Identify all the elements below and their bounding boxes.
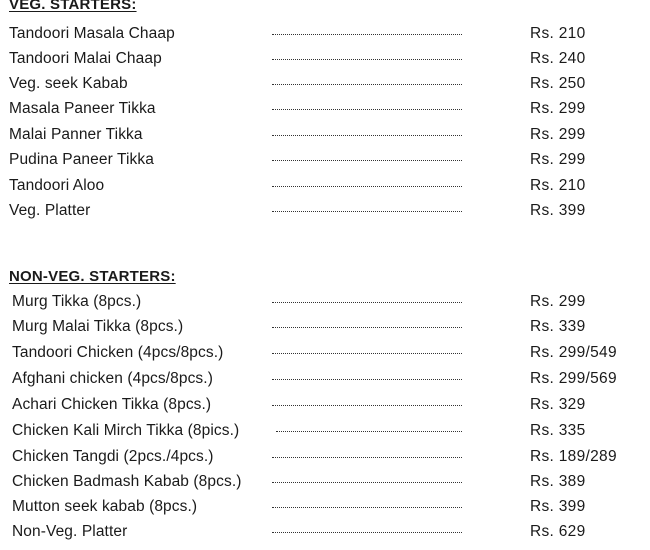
item-name: Afghani chicken (4pcs/8pcs.) — [12, 370, 213, 387]
item-price: Rs. 329 — [530, 396, 586, 413]
item-name: Malai Panner Tikka — [9, 126, 143, 143]
item-name: Achari Chicken Tikka (8pcs.) — [12, 396, 212, 413]
item-name: Murg Malai Tikka (8pcs.) — [12, 318, 184, 335]
item-price: Rs. 189/289 — [530, 448, 617, 465]
item-name: Non-Veg. Platter — [12, 523, 128, 540]
dotted-leader — [272, 109, 462, 110]
menu-item-row — [0, 367, 650, 391]
menu-item-row — [0, 495, 650, 519]
item-price: Rs. 339 — [530, 318, 586, 335]
item-price: Rs. 250 — [530, 75, 586, 92]
item-price: Rs. 399 — [530, 202, 586, 219]
dotted-leader — [272, 532, 462, 533]
item-price: Rs. 210 — [530, 177, 586, 194]
item-name: Veg. seek Kabab — [9, 75, 128, 92]
menu-item-row — [0, 290, 650, 314]
item-price: Rs. 389 — [530, 473, 586, 490]
menu-item-row — [0, 445, 650, 469]
item-name: Chicken Kali Mirch Tikka (8pics.) — [12, 422, 240, 439]
item-name: Mutton seek kabab (8pcs.) — [12, 498, 198, 515]
dotted-leader — [272, 457, 462, 458]
dotted-leader — [272, 186, 462, 187]
item-name: Pudina Paneer Tikka — [9, 151, 154, 168]
item-price: Rs. 299 — [530, 126, 586, 143]
dotted-leader — [272, 482, 462, 483]
dotted-leader — [272, 211, 462, 212]
menu-item-row — [0, 520, 650, 544]
dotted-leader — [272, 160, 462, 161]
dotted-leader — [272, 34, 462, 35]
dotted-leader — [272, 379, 462, 380]
item-price: Rs. 210 — [530, 25, 586, 42]
item-name: Tandoori Chicken (4pcs/8pcs.) — [12, 344, 224, 361]
item-name: Chicken Tangdi (2pcs./4pcs.) — [12, 448, 214, 465]
item-price: Rs. 299 — [530, 151, 586, 168]
dotted-leader — [272, 302, 462, 303]
dotted-leader — [272, 327, 462, 328]
menu-item-row — [0, 174, 650, 198]
item-price: Rs. 629 — [530, 523, 586, 540]
menu-item-row — [0, 470, 650, 494]
menu-item-row — [0, 47, 650, 71]
nonveg-starters-heading: NON-VEG. STARTERS: — [9, 268, 176, 285]
item-price: Rs. 335 — [530, 422, 586, 439]
menu-item-row — [0, 315, 650, 339]
item-price: Rs. 299 — [530, 293, 586, 310]
item-name: Murg Tikka (8pcs.) — [12, 293, 142, 310]
menu-item-row — [0, 123, 650, 147]
dotted-leader — [272, 405, 462, 406]
dotted-leader — [276, 431, 462, 432]
menu-item-row — [0, 393, 650, 417]
item-name: Tandoori Aloo — [9, 177, 105, 194]
item-name: Tandoori Malai Chaap — [9, 50, 162, 67]
menu-item-row — [0, 199, 650, 223]
menu-item-row — [0, 419, 650, 443]
item-price: Rs. 240 — [530, 50, 586, 67]
dotted-leader — [272, 135, 462, 136]
dotted-leader — [272, 84, 462, 85]
dotted-leader — [272, 59, 462, 60]
item-price: Rs. 399 — [530, 498, 586, 515]
item-name: Tandoori Masala Chaap — [9, 25, 175, 42]
item-name: Masala Paneer Tikka — [9, 100, 156, 117]
menu-item-row — [0, 72, 650, 96]
item-price: Rs. 299/549 — [530, 344, 617, 361]
dotted-leader — [272, 507, 462, 508]
item-price: Rs. 299/569 — [530, 370, 617, 387]
dotted-leader — [272, 353, 462, 354]
item-name: Veg. Platter — [9, 202, 91, 219]
menu-item-row — [0, 22, 650, 46]
item-price: Rs. 299 — [530, 100, 586, 117]
veg-starters-heading: VEG. STARTERS: — [9, 0, 137, 13]
menu-item-row — [0, 341, 650, 365]
item-name: Chicken Badmash Kabab (8pcs.) — [12, 473, 242, 490]
menu-item-row — [0, 97, 650, 121]
menu-item-row — [0, 148, 650, 172]
